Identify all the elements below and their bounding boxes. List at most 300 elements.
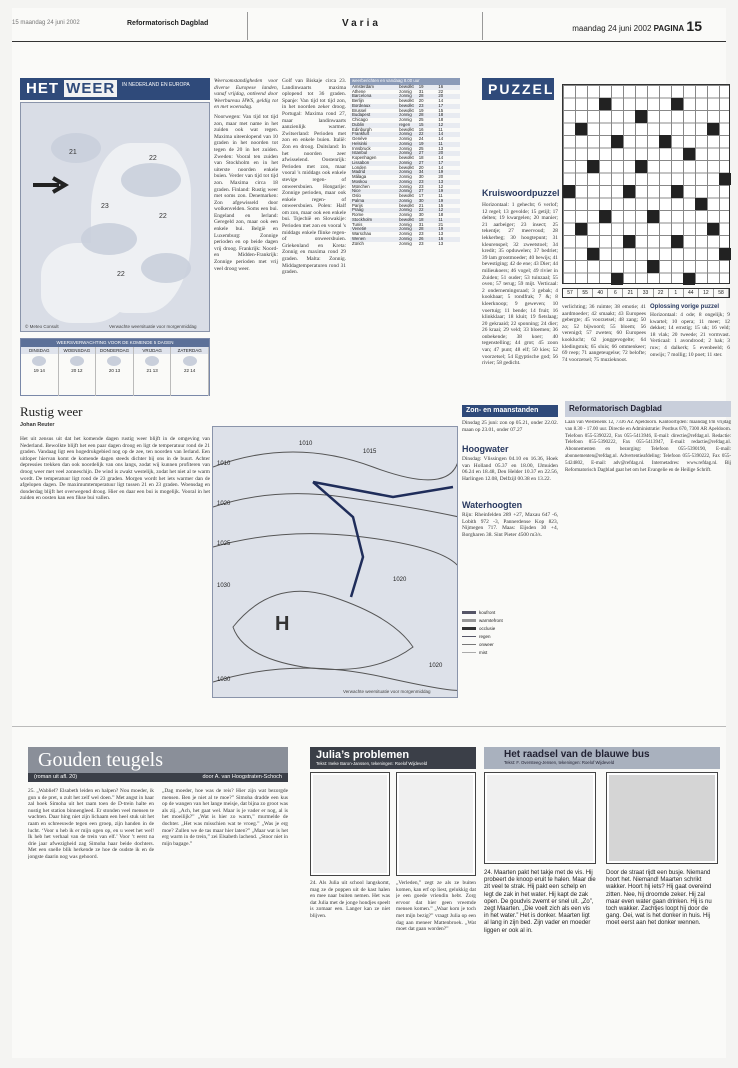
clues-vertical: Verticaal: 2 ondernemingsraad; 3 gebak; 4 kookbaar; 5 rondfrak; 7 &; 8 kleerknoop; 9 geweven; 10 voertuig; 11 bende; 14 fruit; 16 klinkklaar; 18 kluit; 19 fietslaag; 20 gekraaid; 22 sponning; 24 dier; 26 kraai; 29 veld; 33 bloemen; 36 onbekende; 38 koer; 40 tegenstelling; 44 grot; 45 zoon van; 47 punt; 48 elf; 50 kies; 52 voorzetsel; 54 Egyptische god; 56 rivier; 58 gedicht. bbox=[482, 281, 558, 367]
table-cell: 21 bbox=[418, 202, 424, 208]
table-cell: 28 bbox=[418, 112, 424, 118]
table-cell: zonnig bbox=[399, 93, 412, 99]
solution-title: Oplossing vorige puzzel bbox=[650, 304, 720, 310]
table-cell: Moskou bbox=[352, 178, 368, 184]
crossword-black-cell bbox=[647, 210, 659, 223]
cloud-icon bbox=[32, 356, 46, 366]
table-cell: zonnig bbox=[399, 235, 412, 241]
table-cell: 34 bbox=[418, 169, 424, 175]
solution-cell[interactable]: 1 bbox=[669, 289, 684, 297]
table-cell: zonnig bbox=[399, 178, 412, 184]
weather-article-body: Het uit zensus uit dat het komende dagen rustig weer blijft in de omgeving van Nederland. Bewolkte blijft het een paar dagen droog en ligt de temperatuur rond de 21 graden. Vandaag ligt een hogedrukgebied nog op de zee, ten noorden van Ierland. Een uitloper hiervan komt de komende dagen steeds dichter bij ons in de buurt. Achter depressies trekken dan ook noordelijk van ons langs, zodat wij kunnen profiteren van droog weer met veel zonneschijn. De wind is zwakt westelijk, zodat het niet al te warm wordt. De temperatuur ligt rond de 23 graden. Morgen wordt het iets warmer dan de afgelopen dagen. De maximumtemperatuur ligt tussen 21 en 23 graden. Woensdag en donderdag blijft het overwegend droog. Hier en daar een bui is mogelijk. Vooral in het zuiden en oosten kan een fikse bui vallen. bbox=[20, 436, 210, 502]
comic-drawing bbox=[313, 775, 387, 873]
table-cell: 25 bbox=[418, 145, 424, 151]
table-cell: Helsinki bbox=[352, 140, 368, 146]
table-cell: 18 bbox=[438, 112, 444, 118]
cloud-icon bbox=[141, 253, 191, 283]
table-cell: 18 bbox=[418, 216, 424, 222]
europe-countries-1: Noorwegen: Van tijd tot tijd zon, maar met name in het zuiden ook wat regen. Maxima uiteenlopend van 10 graden in het noorden tot tegen de 20 in het zuiden. Zweden: Vooral ten zuiden van Stockholm en in het uiterste noorden enkele buien. Verder van tijd tot tijd zon. Maxima circa 18 graden. Finland: Rustig weer met soms zon. Denemarken: Zon afgewisseld door wolkenvelden. Soms een bui. Engeland en Ierland: Geregeld zon, maar ook een enkele bui. België en Luxemburg: Zonnige perioden en op beide dagen vrij droog. Frankrijk: Noord- en Midden-Frankrijk: Zonnige perioden met vrij veel droog weer. bbox=[214, 113, 278, 272]
isobar-lines bbox=[213, 427, 458, 698]
table-cell: zonnig bbox=[399, 231, 412, 236]
julia-comic-header bbox=[310, 747, 476, 769]
solution-cell[interactable]: 55 bbox=[578, 289, 593, 297]
table-cell: 20 bbox=[418, 98, 424, 103]
table-cell: 31 bbox=[418, 221, 424, 227]
crossword-black-cell bbox=[587, 248, 599, 261]
map-credit: © Meteo Consult bbox=[25, 324, 59, 329]
table-cell: zonnig bbox=[399, 212, 412, 217]
table-cell: 17 bbox=[438, 159, 444, 165]
table-cell: Oslo bbox=[352, 193, 361, 198]
map-temp: 22 bbox=[159, 213, 167, 220]
comic-panel bbox=[606, 772, 718, 864]
comic-panel bbox=[396, 772, 476, 876]
cloud-icon bbox=[121, 163, 181, 197]
table-cell: zonnig bbox=[399, 226, 412, 232]
solution-cell[interactable]: 6 bbox=[608, 289, 623, 297]
rain-icon bbox=[462, 636, 476, 637]
forecast-day bbox=[134, 347, 172, 396]
map-temp: 22 bbox=[149, 155, 157, 162]
legend-label: occlusie bbox=[479, 625, 496, 631]
table-cell: 19 bbox=[438, 188, 444, 194]
table-cell: Nice bbox=[352, 188, 361, 194]
isobar bbox=[213, 452, 458, 480]
table-cell: zonnig bbox=[399, 174, 412, 179]
legend-item bbox=[462, 624, 558, 632]
table-cell: Málaga bbox=[352, 174, 367, 179]
crossword-black-cell bbox=[575, 123, 587, 136]
table-cell: 30 bbox=[418, 197, 424, 203]
comic-drawing bbox=[487, 775, 593, 861]
crossword-black-cell bbox=[635, 110, 647, 123]
puzzle-header: PUZZEL bbox=[482, 78, 554, 100]
table-cell: Dublin bbox=[352, 121, 365, 127]
table-cell: 14 bbox=[438, 164, 444, 170]
legend-label: regen bbox=[479, 633, 491, 639]
table-cell: Zürich bbox=[352, 240, 364, 246]
solution-cell[interactable]: 22 bbox=[654, 289, 669, 297]
table-cell: 19 bbox=[418, 83, 424, 89]
julia-credits: Tekst: Ineke Baron-Janssen, tekeningen: Roelof Wijdeveld bbox=[316, 761, 428, 766]
table-cell: 27 bbox=[418, 150, 424, 156]
solution-cell[interactable]: 44 bbox=[684, 289, 699, 297]
solution-cell[interactable]: 57 bbox=[563, 289, 578, 297]
comic-panel bbox=[484, 772, 596, 864]
header-divider bbox=[482, 12, 483, 40]
colophon-header: Reformatorisch Dagblad bbox=[565, 401, 731, 417]
table-cell: zonnig bbox=[399, 145, 412, 151]
colophon-text: Laan van Westenenk 12, 7336 AZ Apeldoorn. Kantoortijden: maandag t/m vrijdag van 8.30 - 17.00 uur. Directie en Administratie: Postbus 670, 7300 AR Apeldoorn. Telefoon 055-5390222, Fax 055-5413946, E-mail: directie@refdag.nl. Redactie: Telefoon 055-5390222, Fax 055-5413947, E-mail: redactie@refdag.nl. Abonnementen en bezorging: Telefoon 055-5390190, E-mail: abonnementen@refdag.nl. Advertentieafdeling: Telefoon 055-5390222, Fax 055-5424802, E-mail: adv@refdag.nl. Internetadres: www.refdag.nl. Bij Reformatorisch Dagblad gaat het om het Evangelie en de Heilige Schrift. bbox=[565, 420, 731, 473]
table-cell: 26 bbox=[418, 235, 424, 241]
table-cell: Warschau bbox=[352, 231, 372, 236]
table-cell: 19 bbox=[438, 197, 444, 203]
table-cell: 23 bbox=[418, 240, 424, 246]
table-cell: bewolkt bbox=[399, 98, 414, 103]
cloud-icon bbox=[81, 223, 137, 255]
wind-arrow-icon bbox=[31, 175, 71, 195]
isobar-label: 1020 bbox=[429, 663, 443, 669]
forecast-day bbox=[21, 347, 59, 396]
solution-cell[interactable]: 40 bbox=[593, 289, 608, 297]
cloud-icon bbox=[70, 356, 84, 366]
legend-item bbox=[462, 648, 558, 656]
table-cell: 23 bbox=[418, 102, 424, 108]
bus-credits: Tekst: F. Oversteeg-Jensen, tekeningen: Roelof Wijdeveld bbox=[504, 760, 615, 765]
crossword-black-cell bbox=[671, 98, 683, 111]
table-cell: 16 bbox=[438, 235, 444, 241]
forecast-header: WEERSVERWACHTING VOOR DE KOMENDE 5 DAGEN bbox=[21, 339, 209, 347]
table-cell: München bbox=[352, 183, 370, 189]
table-cell: zonnig bbox=[399, 188, 412, 194]
table-cell: Wenen bbox=[352, 235, 366, 241]
crossword-black-cell bbox=[719, 173, 731, 186]
europe-intro: Weersomstandigheden voor diverse Europese landen, vanaf vrijdag, ontleend door Weerbureau HWS, geldig tot en met woensdag. bbox=[214, 78, 278, 111]
table-cell: Palma bbox=[352, 197, 365, 203]
table-cell: 14 bbox=[438, 136, 444, 141]
high-pressure-label: H bbox=[275, 613, 290, 635]
table-cell: Praag bbox=[352, 207, 364, 213]
legend-item bbox=[462, 608, 558, 616]
table-cell: 31 bbox=[418, 88, 424, 94]
crossword-clues-2: verlichting; 36 ruimte; 38 emotie; 41 aardmoeder; 42 smaakt; 43 Europees gebergte; 45 voorzetsel; 48 zang; 50 zo; 52 bijwoord; 55 bloem; 56 verenigd; 57 zweten; 60 Europees kooklucht; 62 jonggevogelte; 64 kledingstuk; 65 sluis; 66 ommenkeer; 69 reep; 71 aangeteugelse; 72 belofte; 74 voorzetsel; 75 muzieknoot. bbox=[562, 304, 646, 363]
warm-front-icon bbox=[462, 619, 476, 622]
forecast-temps: 19 14 bbox=[33, 368, 45, 373]
bus-comic-header bbox=[484, 747, 720, 769]
folio-left: 15 maandag 24 juni 2002 bbox=[12, 20, 80, 26]
table-cell: 27 bbox=[418, 188, 424, 194]
cold-front-icon bbox=[462, 611, 476, 614]
table-cell: Budapest bbox=[352, 112, 371, 118]
table-cell: 11 bbox=[438, 216, 443, 222]
map-temp: 22 bbox=[117, 271, 125, 278]
crossword-black-cell bbox=[599, 98, 611, 111]
cloud-icon bbox=[107, 356, 121, 366]
solution-text: Horizontaal: 4 ode; 8 ongelijk; 9 kwartel; 10 opera; 11 meer; 12 dekket; 14 ernstig; 15 uk; 16 veld; 18 vlak; 20 tweede; 21 vormvast. Verticaal: 1 avondrood; 2 hak; 3 ruw; 4 dalkerk; 5 evenbeeld; 6 onwijs; 7 mollig; 10 poet; 11 ster. bbox=[650, 312, 730, 358]
isobar bbox=[233, 591, 413, 669]
crossword-black-cell bbox=[719, 248, 731, 261]
section-title: Varia bbox=[342, 18, 381, 29]
table-cell: Chicago bbox=[352, 117, 368, 122]
table-cell: zonnig bbox=[399, 197, 412, 203]
table-cell: bewolkt bbox=[399, 83, 414, 89]
isobar-label: 1020 bbox=[217, 501, 231, 507]
paper-name: Reformatorisch Dagblad bbox=[127, 20, 209, 27]
table-cell: 14 bbox=[438, 155, 444, 160]
table-cell: 19 bbox=[438, 226, 444, 232]
city-weather-table bbox=[350, 78, 460, 246]
high-water-text: Dinsdag: Vlissingen 04.10 en 16.36, Hoek van Holland 05.37 en 18.00, IJmuiden 06.24 en 18.48, Den Helder 10.37 en 22.56, Harlingen 12.08, Delfzijl 00.38 en 13.22. bbox=[462, 456, 558, 482]
table-cell: 22 bbox=[418, 131, 424, 137]
crossword-black-cell bbox=[659, 135, 671, 148]
table-cell: 11 bbox=[438, 140, 443, 146]
table-cell: bewolkt bbox=[399, 107, 414, 113]
table-cell: zonnig bbox=[399, 150, 412, 156]
solution-cell[interactable]: 33 bbox=[638, 289, 653, 297]
table-cell: 20 bbox=[438, 150, 444, 156]
weather-title-1: HET bbox=[26, 80, 59, 97]
crossword-black-cell bbox=[623, 235, 635, 248]
legend-label: onweer bbox=[479, 641, 494, 647]
table-cell: 20 bbox=[418, 164, 424, 170]
isobar bbox=[213, 534, 458, 567]
crossword-clues-1 bbox=[482, 202, 558, 398]
forecast-day bbox=[171, 347, 209, 396]
table-cell: bewolkt bbox=[399, 102, 414, 108]
crossword-black-cell bbox=[587, 160, 599, 173]
sun-moon-text: Dinsdag 25 juni: zon op 05.21, onder 22.02. maan op 23.01, onder 07.27 bbox=[462, 420, 558, 433]
synoptic-caption: Verwachte weersituatie voor morgenmiddag bbox=[343, 689, 431, 694]
bus-title: Het raadsel van de blauwe bus bbox=[504, 749, 650, 760]
table-cell: Lissabon bbox=[352, 159, 370, 165]
table-cell: 19 bbox=[418, 107, 424, 113]
crossword-black-cell bbox=[683, 273, 695, 286]
table-cell: 18 bbox=[438, 117, 444, 122]
forecast-temps: 20 12 bbox=[71, 368, 83, 373]
table-cell: zonnig bbox=[399, 88, 412, 94]
crossword-black-cell bbox=[695, 198, 707, 211]
forecast-day bbox=[96, 347, 134, 396]
land-shape bbox=[41, 243, 131, 323]
table-cell: zonnig bbox=[399, 221, 412, 227]
table-cell: Madrid bbox=[352, 169, 366, 175]
table-cell: bewolkt bbox=[399, 164, 414, 170]
crossword-black-cell bbox=[599, 210, 611, 223]
forecast-temps: 20 13 bbox=[108, 368, 121, 373]
cloud-icon bbox=[51, 133, 101, 163]
table-cell: zonnig bbox=[399, 169, 412, 175]
forecast-temps: 22 14 bbox=[184, 368, 196, 373]
table-cell: zonnig bbox=[399, 131, 412, 137]
julia-text-1: 24. Als Julia uit school langskomt, mag ze de poppen uit de kast halen en mee naar buiten nemen. Het was dat Julia met de jonge hondjes speelt is zomaar een. Langer kan ze niet blijven. bbox=[310, 880, 390, 919]
comic-panel bbox=[310, 772, 390, 876]
netherlands-weather-map bbox=[20, 102, 210, 332]
table-cell: 27 bbox=[418, 159, 424, 165]
table-cell: 14 bbox=[438, 98, 444, 103]
table-cell: 13 bbox=[438, 231, 444, 236]
europe-column-1 bbox=[214, 78, 278, 418]
crossword-black-cell bbox=[623, 185, 635, 198]
legend-label: koufront bbox=[479, 609, 496, 615]
table-cell: 22 bbox=[418, 207, 424, 213]
crossword-black-cell bbox=[683, 148, 695, 161]
table-cell: 17 bbox=[438, 102, 444, 108]
table-cell: bewolkt bbox=[399, 202, 414, 208]
table-cell: 20 bbox=[438, 174, 444, 179]
table-cell: zonnig bbox=[399, 159, 412, 165]
forecast-day bbox=[59, 347, 97, 396]
forecast-day-name: ZATERDAG bbox=[171, 347, 208, 354]
table-cell: 23 bbox=[418, 178, 424, 184]
table-cell: bewolkt bbox=[399, 193, 414, 198]
table-cell: 12 bbox=[438, 183, 444, 189]
forecast-day-name: DONDERDAG bbox=[96, 347, 133, 354]
table-cell: Stockholm bbox=[352, 216, 373, 222]
serial-author: door A. van Hoogstraten-Schoch bbox=[202, 774, 282, 780]
table-cell: 16 bbox=[418, 126, 424, 132]
isobar-label: 1010 bbox=[217, 461, 231, 467]
section-divider bbox=[12, 726, 726, 727]
crossword-black-cell bbox=[635, 160, 647, 173]
solution-cell[interactable]: 58 bbox=[714, 289, 729, 297]
serial-title: Gouden teugels bbox=[28, 747, 288, 775]
weather-header bbox=[20, 78, 210, 100]
bus-text-2: Door de straat rijdt een busje. Niemand hoort het. Niemand! Maarten schrikt wakker. Hoort hij iets? Hij gaat overeind zitten. Nee, hij droomde zeker. Hij zal maar even water gaan drinken. Hij is nu toch wakker. Zachtjes loopt hij door de gang. Oei, wat is het donker in huis. Hij moet eerst aan het donker wennen. bbox=[606, 870, 712, 927]
cloud-icon bbox=[145, 356, 159, 366]
five-day-forecast bbox=[20, 338, 210, 396]
serial-column-1: 25. „Wablief? Elsabeth leiden en halpen? Nou moeder, ik gun u de pret, u zult het zelf wel doen.” Met angst in haar zal hoek Simoha uit het raam toen de D-trein halte en nustig het station binnengleed. Er stonden veel mensen te wachten. Daar hing niet zijn lichaam een heel stuk uit het raam en schreeuwde tegen een groep, zijn handen in de lucht. ‘Voor u heb ik er mijn ogen op, en u weet het wel! Ik heb het verhaal van de trein van elf.’ Voor ’t eerst na drie jaar afwezigheid zag Simoha haar beide dochters. Met een snelle blik herkende ze hoe de oudste ik en de jongste daarin nog was gehoord. bbox=[28, 788, 154, 860]
crossword-title: Kruiswoordpuzzel bbox=[482, 188, 560, 198]
table-cell: zonnig bbox=[399, 240, 412, 246]
header-divider bbox=[247, 12, 248, 40]
table-cell: zonnig bbox=[399, 136, 412, 141]
crossword-black-cell bbox=[563, 185, 575, 198]
table-cell: Athene bbox=[352, 88, 366, 94]
table-cell: Brussel bbox=[352, 107, 367, 113]
crossword-black-cell bbox=[647, 260, 659, 273]
crossword-black-cell bbox=[707, 123, 719, 136]
table-cell: 17 bbox=[418, 193, 424, 198]
table-cell: 19 bbox=[418, 140, 424, 146]
serial-subtitle bbox=[28, 773, 288, 782]
legend-item bbox=[462, 632, 558, 640]
isobar-label: 1030 bbox=[217, 677, 231, 683]
table-cell: bewolkt bbox=[399, 126, 414, 132]
header-date bbox=[572, 18, 702, 34]
solution-cell[interactable]: 12 bbox=[699, 289, 714, 297]
table-cell: zonnig bbox=[399, 207, 412, 213]
table-cell: bewolkt bbox=[399, 216, 414, 222]
cloud-icon bbox=[183, 356, 197, 366]
legend-label: mist bbox=[479, 649, 488, 655]
isobar-label: 1025 bbox=[217, 541, 231, 547]
table-cell: Parijs bbox=[352, 202, 363, 208]
forecast-days bbox=[21, 347, 209, 396]
europe-column-2: Golf van Biskaje circa 23. Landinwaarts maxima oplopend tot 36 graden. Spanje: Van tijd tot tijd zon, in het noorden zeker droog. Portugal: Maxima rond 27, maar landinwaarts aanzienlijk warmer. Zwitserland: Perioden met zon en enkele buien. Italië: Zon en droog. Duitsland: In het noorden zeer afwisselend. Oostenrijk: Perioden met zon, maar vooral 's middags ook enkele stevige regen- of onweersbuien. Hongarije: Zonnige perioden, maar ook enkele regen- of onweersbuien. Polen: Half om zon, maar ook een enkele bui. Tsjechië en Slowakije: Perioden met zon en vooral 's middags enkele flinke regen- of onweersbuien. Griekenland en Kreta: Zonnig en maxima rond 29 graden. Malta: Zonnig. Middagtemperaturen rond 31 graden. bbox=[282, 78, 346, 276]
fog-icon bbox=[462, 652, 476, 653]
forecast-day-name: WOENSDAG bbox=[59, 347, 96, 354]
clues-horizontal: Horizontaal: 1 gehecht; 6 verlof; 12 regel; 13 gevolde; 15 getijl; 17 delten; 19 kwargelen; 20 manier; 21 aarbeiger; 23 insect; 25 tekentje; 27 meervoud; 28 lekkerbeg; 30 hoogtepunt; 31 kleurenspel; 32 zweetstoel; 34 kredit; 35 opduwelen; 37 bedriet; 39 lam grootmoeder; 40 bewijs; 41 bevestiging; 42 de ene; 43 Dier; 44 milieukoers; 46 vogel; 49 rivier in Zuiden; 51 ouder; 53 tuinzaal; 55 oven; 57 terug; 59 mijt. bbox=[482, 202, 558, 288]
table-cell: Frankfurt bbox=[352, 131, 370, 137]
table-cell: Londen bbox=[352, 164, 367, 170]
table-cell: Rome bbox=[352, 212, 364, 217]
isobar bbox=[213, 494, 458, 517]
water-levels-text: Rijn: Rheinfelden 289 +27, Maxau 647 -6, Lobith 972 -3, Pannerdense Kop 823, Nijmegen 717. Maas: Eijsden 30 +4, Borgharen 38. Sint Pieter 4500 m3/s. bbox=[462, 512, 558, 538]
table-cell: 23 bbox=[418, 231, 424, 236]
map-legend bbox=[462, 608, 558, 698]
table-cell: Venetië bbox=[352, 226, 367, 232]
table-cell: 21 bbox=[438, 221, 444, 227]
table-cell: 30 bbox=[418, 212, 424, 217]
date-text: maandag 24 juni 2002 bbox=[572, 24, 652, 33]
occlusion-icon bbox=[462, 627, 476, 630]
table-cell: 15 bbox=[418, 121, 424, 127]
table-cell: Innsbruck bbox=[352, 145, 371, 151]
table-cell: 13 bbox=[438, 240, 444, 246]
crossword-black-cell bbox=[707, 223, 719, 236]
isobar-label: 1010 bbox=[299, 441, 313, 447]
table-cell: 12 bbox=[438, 121, 444, 127]
page-header bbox=[12, 8, 726, 42]
page-word: PAGINA bbox=[653, 24, 685, 33]
table-cell: 15 bbox=[438, 107, 444, 113]
legend-label: warmtefront bbox=[479, 617, 503, 623]
table-header: weerberichten en vandaag 8.00 uur bbox=[350, 78, 460, 85]
comic-drawing bbox=[399, 775, 473, 873]
table-cell: 22 bbox=[438, 88, 444, 94]
table-cell: zonnig bbox=[399, 140, 412, 146]
table-cell: Barcelona bbox=[352, 93, 372, 99]
serial-column-2: „Dag moeder, hoe was de reis? Hier zijn wat bezorgde mensen. Ben je niet al te moe?” Simoha dradde een kus op de wangen van het lange meisje, dat bijna zo groot was als zij. „Ach, het gaat wel. Maar is je vader er nog, al is het moeilijk?” „Wat is hier zo warm,” murmelde de dochter. „Het was misschien wat te vroeg.” „Was je erg moe? Zullen we de tas maar hier laten?” „Maar wat is het erg warm in de trein,” zei Elsabeth lachend. „Stoor niet in mijn bagage.” bbox=[162, 788, 288, 847]
table-cell: 16 bbox=[438, 83, 444, 89]
weather-title-2: WEER bbox=[66, 80, 116, 97]
isobar-label: 1030 bbox=[217, 583, 231, 589]
table-cell: regen bbox=[399, 121, 411, 127]
solution-row bbox=[562, 288, 730, 298]
isobar-label: 1020 bbox=[393, 577, 407, 583]
water-levels-header: Waterhoogten bbox=[462, 500, 523, 510]
table-cell: 28 bbox=[418, 93, 424, 99]
crossword-black-cell bbox=[671, 185, 683, 198]
table-cell: 25 bbox=[418, 117, 424, 122]
crossword-black-cell bbox=[611, 135, 623, 148]
weather-subtitle: IN NEDERLAND EN EUROPA bbox=[122, 82, 190, 88]
table-cell: 13 bbox=[438, 145, 444, 151]
table-cell: 15 bbox=[438, 202, 444, 208]
crossword-black-cell bbox=[575, 223, 587, 236]
crossword-grid[interactable] bbox=[562, 84, 730, 284]
table-cell: 12 bbox=[438, 207, 444, 213]
table-cell: 23 bbox=[418, 183, 424, 189]
weather-article-title: Rustig weer bbox=[20, 404, 83, 419]
map-caption: Verwachte weersituatie voor morgenmiddag bbox=[109, 324, 197, 329]
page-number: 15 bbox=[686, 18, 702, 34]
forecast-temps: 21 13 bbox=[146, 368, 158, 373]
crossword-black-cell bbox=[671, 235, 683, 248]
table-cell: 18 bbox=[438, 212, 444, 217]
newspaper-page bbox=[12, 8, 731, 1058]
table-cell: Berlijn bbox=[352, 98, 364, 103]
bus-text-1: 24. Maarten pakt het takje met de vis. Hij probeert de knoop eruit te halen. Maar die zit veel te strak. Hij pakt een schelp en legt de zak in het water. Hij kapt de zak open. De goudvis zwemt er snel uit. „Zo”, zegt Maarten. „Die voelt zich als een vis in het water.” Het is donker. Maarten ligt al lang in zijn bed. Zijn vader en moeder liggen er ook al in. bbox=[484, 870, 596, 934]
forecast-day-name: VRIJDAG bbox=[134, 347, 171, 354]
sun-moon-header: Zon- en maanstanden bbox=[462, 405, 558, 417]
serial-episode: (roman uit afl. 20) bbox=[34, 774, 78, 780]
isobar bbox=[213, 668, 458, 690]
table-cell: bewolkt bbox=[399, 155, 414, 160]
table-cell: 11 bbox=[438, 126, 443, 132]
table-cell: 28 bbox=[418, 226, 424, 232]
table-cell: 20 bbox=[438, 93, 444, 99]
weather-article-author: Johan Reuter bbox=[20, 422, 55, 428]
table-cell: Tunis bbox=[352, 221, 363, 227]
table-cell: 30 bbox=[418, 174, 424, 179]
table-cell: zonnig bbox=[399, 112, 412, 118]
table-cell: Edinburgh bbox=[352, 126, 372, 132]
comic-drawing bbox=[609, 775, 715, 861]
warm-front bbox=[313, 482, 453, 497]
table-cell: 13 bbox=[438, 178, 444, 184]
table-row bbox=[350, 242, 460, 247]
table-cell: Bordeaux bbox=[352, 102, 371, 108]
table-cell: Kopenhagen bbox=[352, 155, 377, 160]
legend-item bbox=[462, 640, 558, 648]
table-cell: 19 bbox=[438, 169, 444, 175]
table-cell: zonnig bbox=[399, 183, 412, 189]
weather-title bbox=[26, 80, 117, 97]
map-temp: 23 bbox=[101, 203, 109, 210]
solution-cell[interactable]: 21 bbox=[623, 289, 638, 297]
table-rows bbox=[350, 85, 460, 247]
